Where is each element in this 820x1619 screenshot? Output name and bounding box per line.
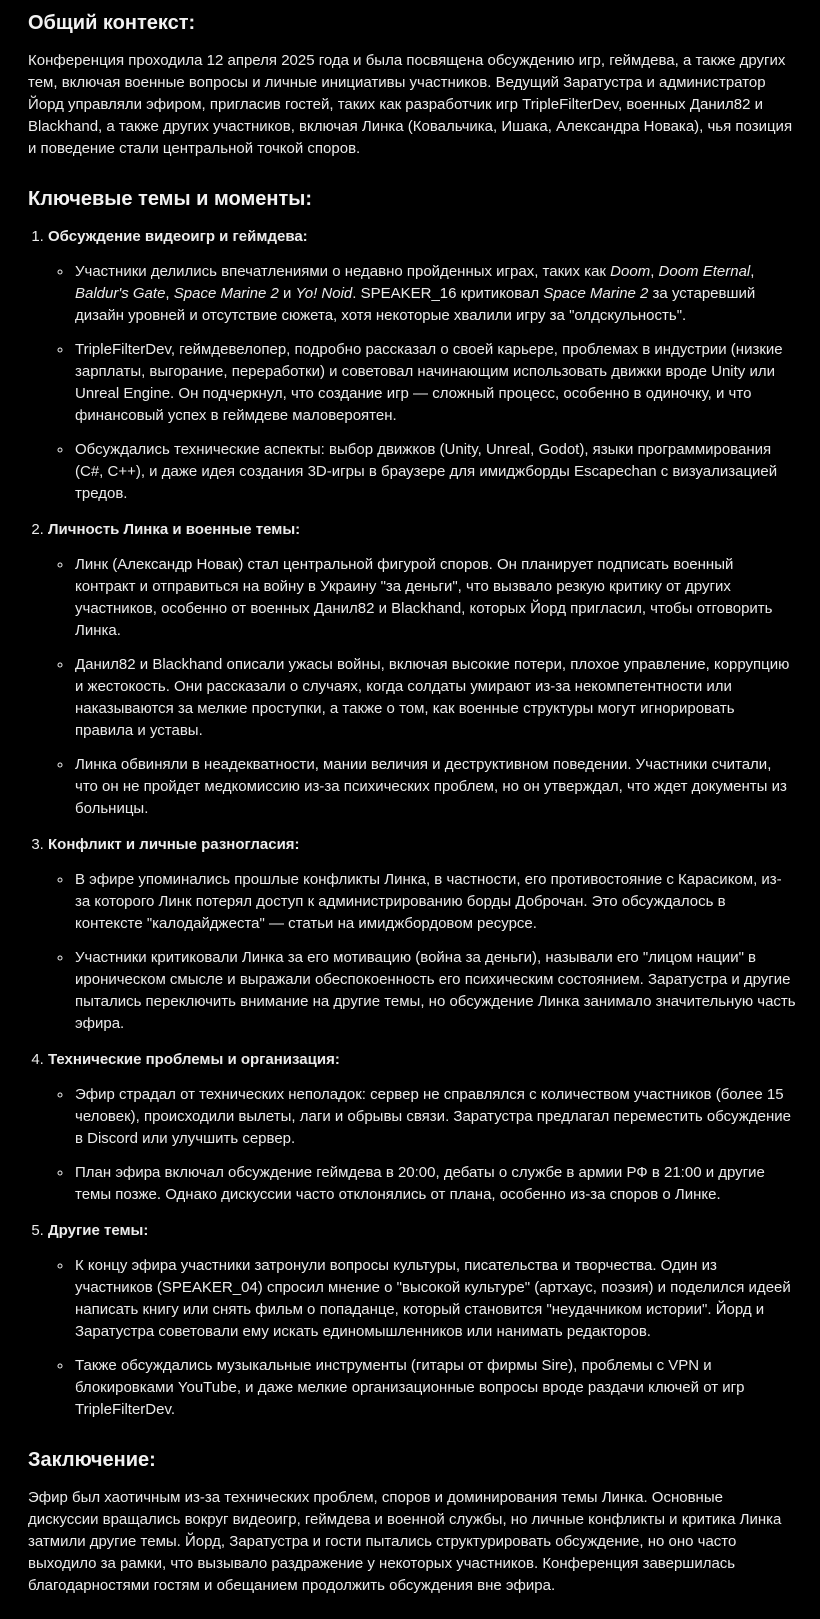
text-segment: Линк (Александр Новак) стал центральной фигурой споров. Он планирует подписать военный контракт и отправиться на войну в Украину "за деньги", что вызвало резкую критику от других участников, особенно от военных Данил82 и Blackhand, которых Йорд пригласил, чтобы отговорить Линка. [75,556,773,639]
text-segment: Участники критиковали Линка за его мотивацию (война за деньги), называли его "лицом нации" в ироническом смысле и выражали обеспокоенность его психическим состоянием. Заратустра и другие пытались переключить внимание на другие темы, но обсуждение Линка занимало значительную часть эфира. [75,949,796,1032]
bullet-item [73,754,796,820]
text-segment: Также обсуждались музыкальные инструменты (гитары от фирмы Sire), проблемы с VPN и блокировками YouTube, и даже мелкие организационные вопросы вроде раздачи ключей от игр TripleFilterDev. [75,1357,745,1418]
topic-bullets [48,869,796,1035]
bullet-item [73,554,796,642]
italic-text: Yo! Noid [295,285,353,302]
heading-key-topics: Ключевые темы и моменты: [28,188,312,210]
text-segment: Участники делились впечатлениями о недавно пройденных играх, таких как [75,263,611,280]
italic-text: Doom [610,263,651,280]
topic-bullets [48,1084,796,1206]
text-segment: Данил82 и Blackhand описали ужасы войны, включая высокие потери, плохое управление, коррупцию и жестокость. Они рассказали о случаях, когда солдаты умирают из-за некомпетентности или наказываются за мелкие проступки, а также о том, как военные структуры могут игнорировать правила и уставы. [75,656,790,739]
topic-item-link-military [48,519,796,820]
topic-title: 2. Личность Линка и военные темы: [48,521,301,538]
topic-item-technical [48,1049,796,1206]
bullet-item [73,947,796,1035]
bullet-item [73,261,796,327]
text-segment: К концу эфира участники затронули вопросы культуры, писательства и творчества. Один из участников (SPEAKER_04) спросил мнение о "высокой культуре" (артхаус, поэзия) и поделился идеей написать книгу или снять фильм о попаданце, который становится "неудачником истории". Йорд и Заратустра советовали ему искать единомышленников или нанимать редакторов. [75,1257,791,1340]
topic-item-conflicts [48,834,796,1035]
conclusion-paragraph: Эфир был хаотичным из-за технических проблем, споров и доминирования темы Линка. Основные дискуссии вращались вокруг видеоигр, геймдева и военной службы, но личные конфликты и критика Линка затмили другие темы. Йорд, Заратустра и гости пытались структурировать обсуждение, но оно часто выходило за рамки, что вызывало раздражение у некоторых участников. Конференция завершилась благодарностями гостям и обещанием продолжить обсуждения вне эфира. [28,1489,782,1594]
bullet-item [73,869,796,935]
heading-conclusion: Заключение: [28,1449,156,1471]
topic-title: 5. Другие темы: [48,1222,149,1239]
key-topics-list [28,226,796,1421]
bullet-item [73,1084,796,1150]
text-segment: Обсуждались технические аспекты: выбор движков (Unity, Unreal, Godot), языки программирования (C#, C++), и даже идея создания 3D-игры в браузере для имиджборды Escapechan с визуализацией тредов. [75,441,778,502]
context-paragraph: Конференция проходила 12 апреля 2025 года и была посвящена обсуждению игр, геймдева, а также других тем, включая военные вопросы и личные инициативы участников. Ведущий Заратустра и администратор Йорд управляли эфиром, пригласив гостей, таких как разработчик игр TripleFilterDev, военных Данил82 и Blackhand, а также других участников, включая Линка (Ковальчика, Ишака, Александра Новака), чья позиция и поведение стали центральной точкой споров. [28,52,793,157]
topic-bullets [48,1255,796,1421]
bullet-item [73,439,796,505]
topic-item-gamedev [48,226,796,505]
bullet-item [73,1162,796,1206]
text-segment: Линка обвиняли в неадекватности, мании величия и деструктивном поведении. Участники считали, что он не пройдет медкомиссию из-за психических проблем, но он утверждал, что ждет документы из больницы. [75,756,787,817]
bullet-item [73,339,796,427]
topic-title: 3. Конфликт и личные разногласия: [48,836,300,853]
text-segment: План эфира включал обсуждение геймдева в 20:00, дебаты о службе в армии РФ в 21:00 и другие темы позже. Однако дискуссии часто отклонялись от плана, особенно из-за споров о Линке. [75,1164,765,1203]
italic-text: Baldur's Gate [75,285,166,302]
topic-bullets [48,261,796,505]
text-segment: TripleFilterDev, геймдевелопер, подробно рассказал о своей карьере, проблемах в индустрии (низкие зарплаты, выгорание, переработки) и советовал начинающим использовать движки вроде Unity или Unreal Engine. Он подчеркнул, что создание игр — сложный процесс, особенно в одиночку, и что финансовый успех в геймдеве маловероятен. [75,341,783,424]
text-segment: , [750,263,755,280]
bullet-item [73,1255,796,1343]
bullet-item [73,654,796,742]
text-segment: Эфир страдал от технических неполадок: сервер не справлялся с количеством участников (более 15 человек), происходили вылеты, лаги и обрывы связи. Заратустра предлагал переместить обсуждение в Discord или улучшить сервер. [75,1086,791,1147]
text-segment: и [278,285,296,302]
topic-bullets [48,554,796,820]
text-segment: В эфире упоминались прошлые конфликты Линка, в частности, его противостояние с Карасиком, из-за которого Линк потерял доступ к администрированию борды Доброчан. Это обсуждалось в контексте "калодайджеста" — статьи на имиджбордовом ресурсе. [75,871,782,932]
text-segment: . SPEAKER_16 критиковал [352,285,544,302]
text-segment: , [165,285,174,302]
summary-document [28,10,796,1597]
text-segment: , [650,263,659,280]
topic-item-other [48,1220,796,1421]
topic-title: 1. Обсуждение видеоигр и геймдева: [48,228,308,245]
italic-text: Space Marine 2 [173,285,279,302]
topic-title: 4. Технические проблемы и организация: [48,1051,340,1068]
heading-general-context: Общий контекст: [28,12,196,34]
italic-text: Space Marine 2 [543,285,649,302]
bullet-item [73,1355,796,1421]
italic-text: Doom Eternal [658,263,751,280]
text-segment: за устаревший дизайн уровней и отсутствие сюжета, хотя некоторые хвалили игру за "олдскульность". [75,285,756,324]
